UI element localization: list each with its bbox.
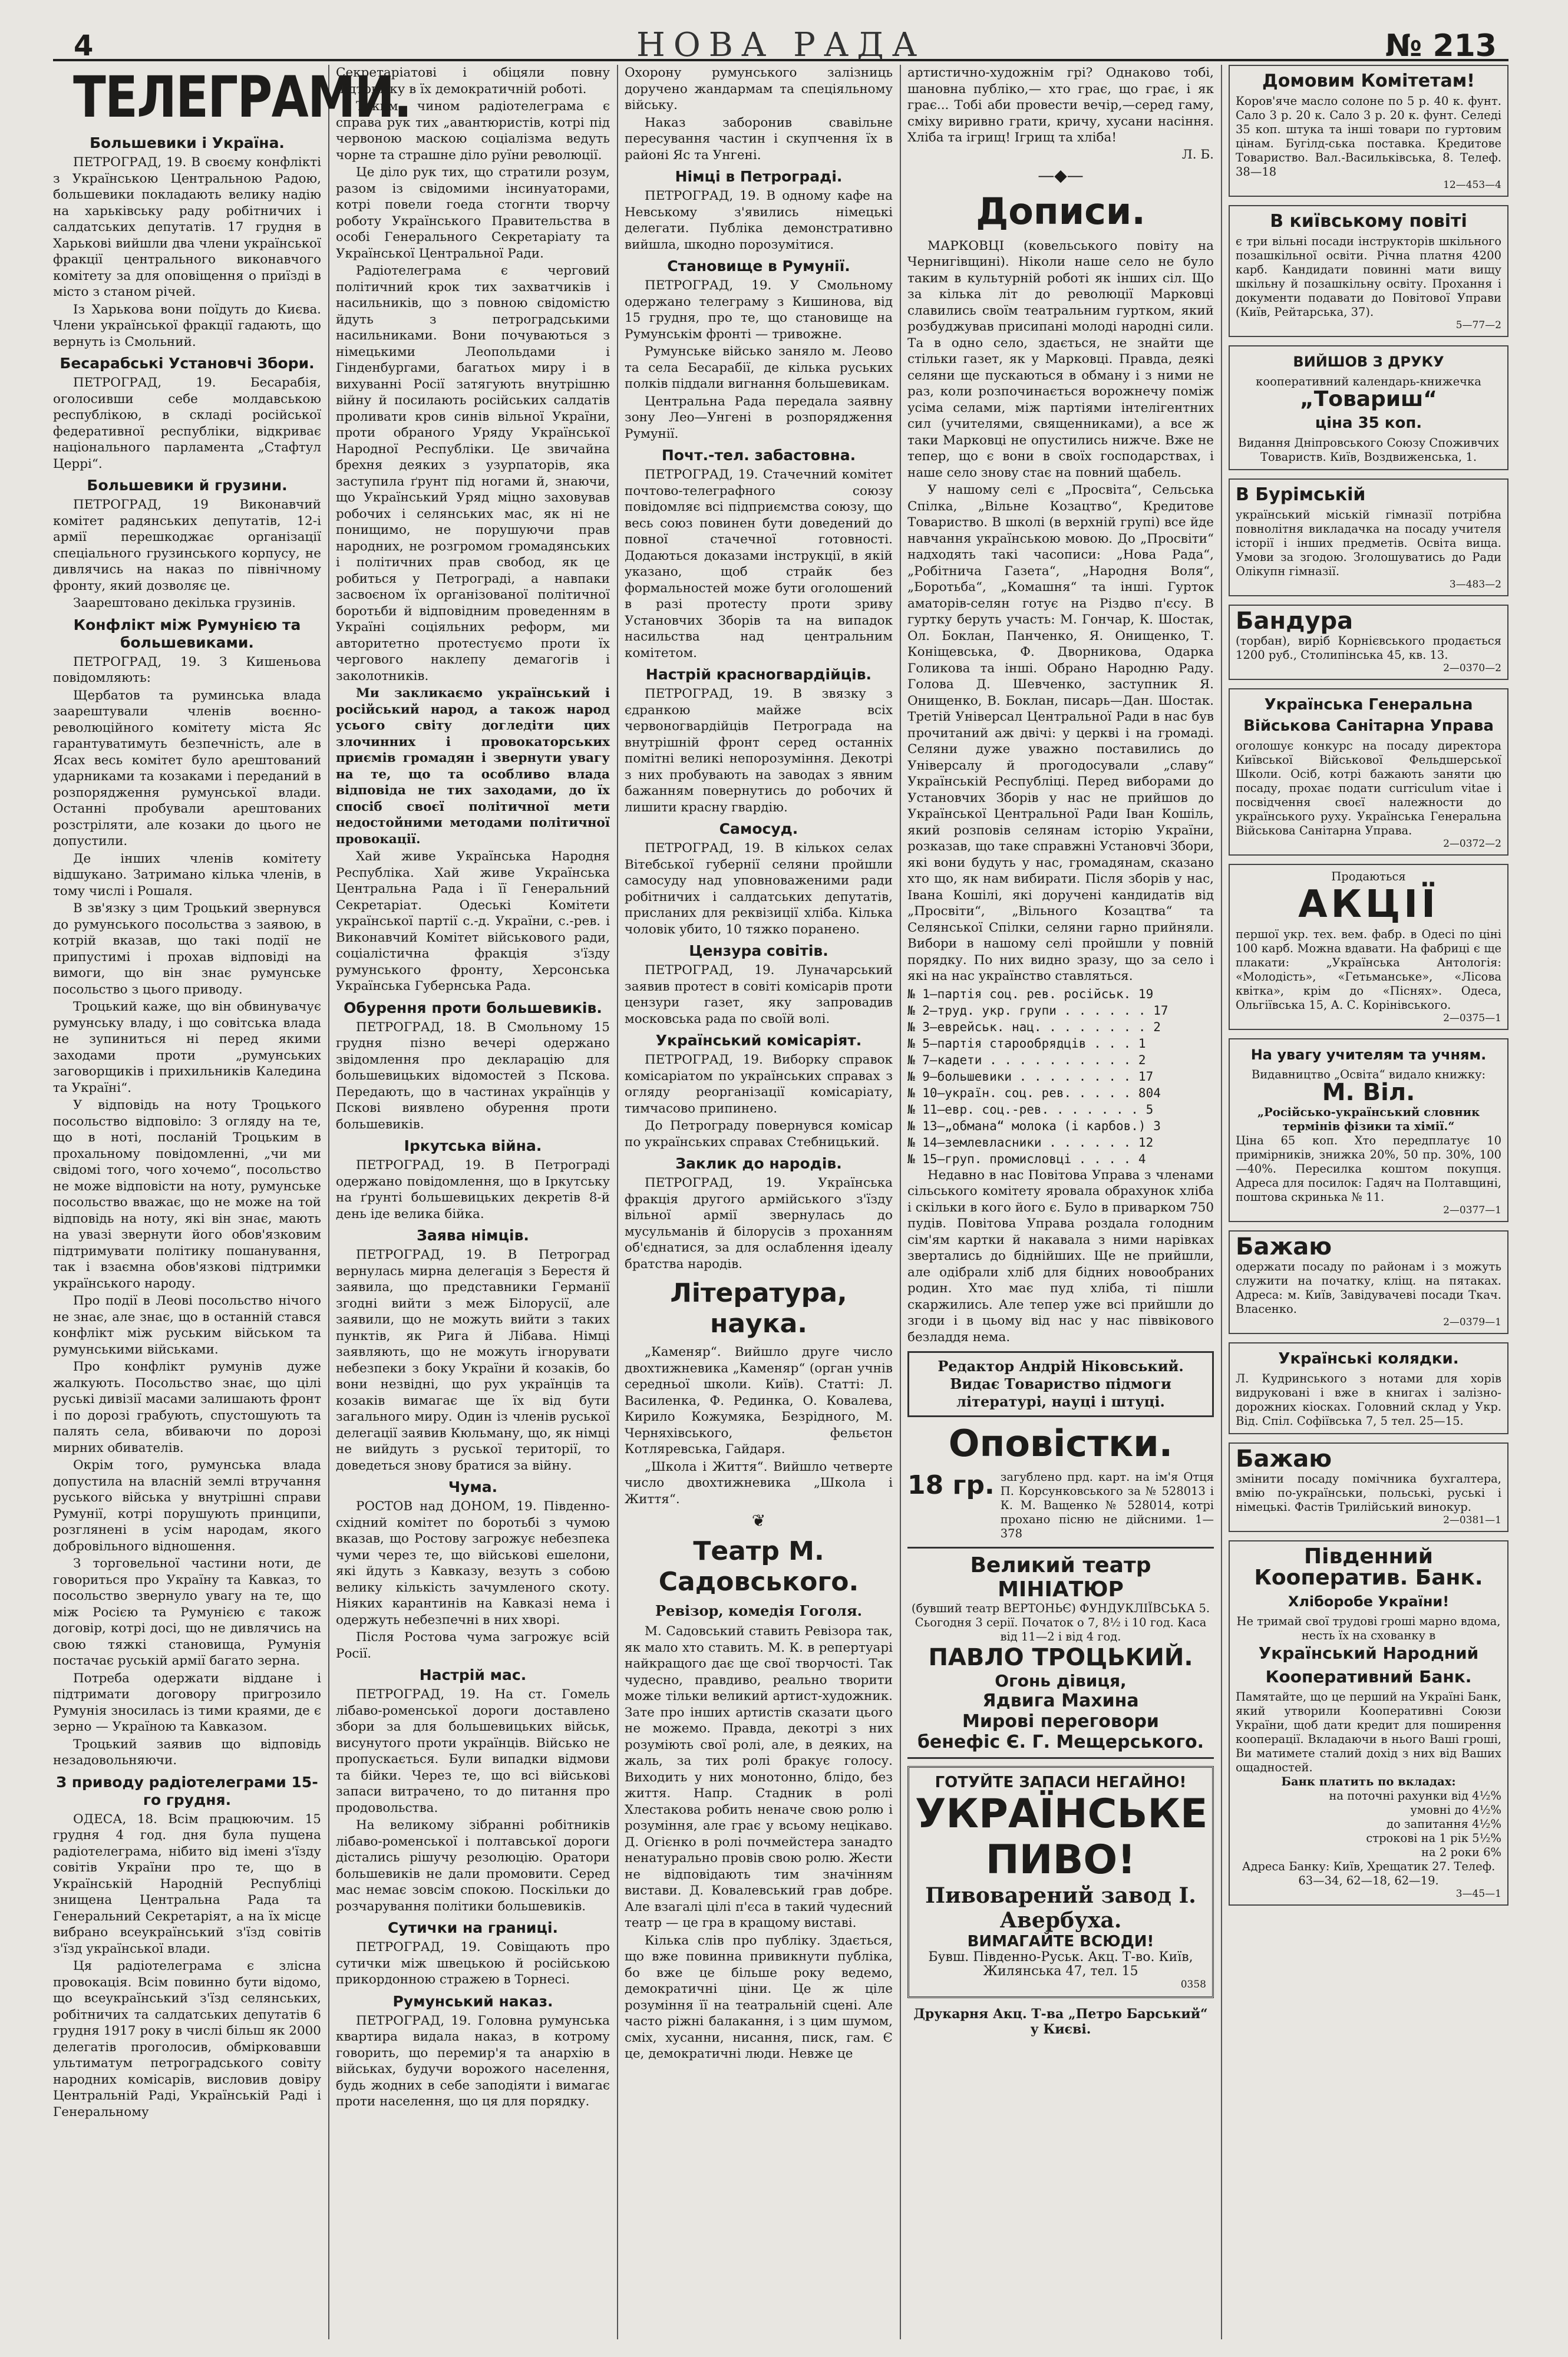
article-paragraph: МАРКОВЦІ (ковельського повіту на Чернигівщині). Ніколи наше село не було таким в культурній роботі як інших сіл. Що за кілька літ до революції Марковці славились своїм театральним гуртком, який розбуджував присипані молоді народні сили. Та в одно село, здається, не знайти ще стільки газет, як у Марковці. Правда, деякі селяни ще пускаються в обману і з ними не раз, коли розпочинається ворожнечу поміж усіма селами, між партіями інтелігентних сил (учителями, священниками), а все ж таки Марковці не опустились нижче. Вже не тепер, що є вони в своїх господарствах, і наше село знову стає на повний щабель.	[907, 238, 1214, 480]
article-paragraph: ПЕТРОГРАД, 19. Головна румунська квартира видала наказ, в котрому говорить, що перемир'я та анархію в військах, будучи ворожого населення, будь жодних в себе заподіяти і вимагає проти населення, що ця для порядку.	[336, 2013, 610, 2109]
ad-calendar	[1229, 345, 1508, 470]
interest-rate-row: строкові на 1 рік 5½%	[1366, 1831, 1501, 1845]
article-paragraph: ПЕТРОГРАД, 19. Стачечний комітет почтово-телеграфного союзу повідомляє всі підприємства союзу, що весь союз повинен бути доведений до повної стачечної готовності. Додаються доказами інструкції, в якій указано, щоб страйк без формальностей може бути оголошений в разі протесту проти зриву Установчих Зборів та на випадок насильства над центральним комітетом.	[625, 467, 893, 661]
ad-price: ціна 35 коп.	[1315, 414, 1422, 432]
theatre-schedule: Сьогодня 3 серії. Початок о 7, 8½ і 10 год. Каса від 11—2 і від 4 год.	[915, 1616, 1207, 1643]
ad-text: український міській гімназії потрібна повнолітня викладачка на посаду учителя історії і інших предметів. Освіта вища. Умови за згодою. Зголошуватись до Ради Олікупн гімназії.	[1236, 508, 1501, 578]
article-paragraph: ПЕТРОГРАД, 19. В одному кафе на Невському з'явились німецькі делегати. Публіка демонстративно вийшла, шкодно порозумітися.	[625, 189, 893, 252]
ad-heading: Домовим Комітетам!	[1262, 71, 1475, 91]
ornament-icon: ❦	[751, 1511, 766, 1530]
editor-box: Редактор Андрій Ніковський. Видає Товариство підмоги літературі, науці і штуці.	[907, 1351, 1214, 1417]
ad-heading: Південний Кооператив. Банк.	[1254, 1544, 1483, 1590]
article-paragraph: Хай живе Українська Народня Республіка. Хай живе Українська Центральна Рада і її Генеральний Секретаріат. Одеські Комітети української партії с.-д. України, с.-рев. і Виконавчий Комітет військового ради, соціалістична фракція з'їзду румунського фронту, Херсонська Українська Губернська Рада.	[336, 849, 610, 993]
theatre-title: Великий театр МІНІАТЮР	[970, 1553, 1151, 1602]
theatre-ad	[907, 1547, 1214, 1759]
headline: Цензура совітів.	[689, 942, 828, 959]
masthead	[53, 24, 1508, 64]
article-paragraph: До Петрограду повернувся комісар по українських справах Стебницький.	[625, 1118, 893, 1150]
ad-heading: В київському повіті	[1270, 211, 1467, 232]
election-result-row: № 9—большевики . . . . . . . . 17	[907, 1069, 1154, 1084]
ad-house-committees	[1229, 65, 1508, 197]
article-paragraph: ПЕТРОГРАД, 19. Виборку справок комісаріатом по українських справах з огляду реорганізації комісаріату, тимчасово припинено.	[625, 1052, 893, 1116]
election-results-list	[907, 986, 1214, 1167]
article-paragraph: Таким чином радіотелеграма є справа рук тих „авантюристів, котрі під червоною маскою соціалізма ведуть чорне та страшне діло руїни революції.	[336, 99, 610, 163]
article-paragraph: артистично-художнім грі? Однаково тобі, шановна публіко,— хто грає, що грає, і як грає... Тобі аби провести вечір,—серед гаму, сміху виривно грати, кричу, хусани насіння. Хліба та ігрищ! Ігрищ та хліба!	[907, 65, 1214, 145]
election-result-row: № 10—україн. соц. рев. . . . . 804	[907, 1085, 1161, 1100]
ad-code: 2—0379—1	[1443, 1316, 1501, 1328]
ad-heading: Бажаю	[1236, 1233, 1332, 1260]
headline: Український комісаріят.	[655, 1032, 862, 1049]
ad-code: 12—453—4	[1443, 179, 1501, 191]
headline: Настрій красногвардійців.	[645, 666, 872, 683]
headline: Становище в Румунії.	[667, 258, 850, 275]
beer-ad-top: ГОТУЙТЕ ЗАПАСИ НЕГАЙНО!	[935, 1774, 1187, 1791]
headline: Чума.	[448, 1478, 498, 1496]
ad-text: (торбан), виріб Корнієвського продається 1200 руб., Столипінська 45, кв. 13.	[1236, 634, 1501, 662]
column-divider	[617, 65, 618, 2339]
interest-rates-list	[1236, 1789, 1501, 1860]
ad-subheading: Хліборобе України!	[1288, 1593, 1450, 1610]
beer-ad-code: 0358	[1180, 1979, 1206, 1990]
article-paragraph: „Школа і Життя“. Вийшло четверте число двохтижневика „Школа і Життя“.	[625, 1459, 893, 1507]
article-paragraph: М. Садовський ставить Ревізора так, як мало хто ставить. М. К. в репертуарі найкращого дає ще свої творчості. Так чудесно, правдиво, реально творити може тільки великий артист-художник. Зате про інших артистів сказати цього не можемо. Правда, декотрі з них розуміють свої ролі, але, в деяких, на жаль, за тих ролі бракує голосу. Виходить у них монотонно, блідо, без життя. Напр. Стадник в ролі Хлестакова робить неначе свою ролю і розуміння, але грає у всьому нецікаво. Д. Огієнко в ролі почмейстера занадто ненатурально провів свою ролю. Жести не відповідають тим значінням вистави. Д. Ковалевський грав добре. Але взагалі цілі п'єса в такий чудесний театр — це гра в кращому виставі.	[625, 1624, 893, 1930]
section-title-theatre: Театр М. Садовського.	[658, 1536, 859, 1597]
column-1	[53, 64, 411, 2339]
ad-heading: На увагу учителям та учням.	[1250, 1047, 1487, 1063]
article-paragraph: Де інших членів комітету відшукано. Затримано кілька членів, в тому числі і Рошаля.	[53, 851, 321, 899]
election-result-row: № 3—еврейськ. нац. . . . . . . . 2	[907, 1019, 1161, 1034]
article-paragraph: У нашому селі є „Просвіта“, Сельська Спілка, „Вільне Козацтво“, Кредитове Товариство. В школі (в верхній групі) все йде навчання українською мовою. До „Просвіти“ надходять такі часописи: „Нова Рада“, „Робітнича Газета“, „Народня Воля“, „Боротьба“, „Комашня“ та інші. Гурток аматорів-селян готує на Різдво п'єсу. В гуртку беруть участь: М. Гончар, К. Шостак, Ол. Боклан, Панченко, Я. Онищенко, Т. Коніщевська, Ф. Дворникова, Одарка Голикова та інші. Обрано Народню Раду. Голова Д. Шевченко, заступник Я. Онищенко, В. Боклан, писарь—Дан. Шостак. Третій Універсал Центральної Ради в нас був прочитаний аж двічі: у церкві і на громаді. Селяни дуже уважно поставились до Універсалу й прогодосували „славу“ Українській Республіці. Перед виборами до Установчих Зборів у нас не прийшов до Української Центральної Ради Іван Кошіль, який розповів селянам історію України, розказав, що таке справжні Установчі Збори, які вони будуть у нас, громадянам, сказано хто що, як нам вибирати. Після зборів у нас, Івана Кошілі, які доручені кандидатів від „Просвіти“, „Вільного Козацтва“ та Селянської Спілки, селяни гарно прийняли. Вибори в нашому селі пройшли у повній порядку. По них видно зразу, що за село і які на нас українство ставляться.	[907, 483, 1214, 983]
article-paragraph: Окрім того, румунська влада допустила на власній землі втручання руського війська у внутрішні справи Румунії, котрі порушують принципи, розглянені в усім народам, якого добровільного відношення.	[53, 1458, 321, 1554]
interest-rate-row: умовні до 4½%	[1410, 1803, 1501, 1817]
ad-text: оголошує конкурс на посаду директора Київської Військової Фельдшерської Школи. Осіб, котрі бажають заняти цю посаду, прохає подати curriculum vitae і посвідчення своєї належности до українського руху. Українська Генеральна Військова Санітарна Управа.	[1236, 739, 1501, 837]
play-title: Мирові переговори	[962, 1711, 1159, 1732]
column-3	[625, 65, 893, 2339]
ad-text: Продаються	[1331, 870, 1406, 883]
article-paragraph: РОСТОВ над ДОНОМ, 19. Південно-східний комітет по боротьбі з чумою вказав, що Ростову загрожує небезпека чуми через те, що військові ешелони, які йдуть з Кавказу, везуть з собою велику кількість зачумленого скоту. Ніяких карантинів на Кавказі нема і одержуть небезпечні в них хворі.	[336, 1499, 610, 1628]
play-title: ПАВЛО ТРОЦЬКИЙ.	[928, 1644, 1193, 1671]
article-paragraph: Секретаріатові і обіцяли повну підтримку в їх демократичній роботі.	[336, 65, 610, 97]
ad-text: „Російсько-український словник термінів фізики та хімії.“	[1257, 1105, 1480, 1133]
election-result-row: № 7—кадети . . . . . . . . . . 2	[907, 1052, 1146, 1067]
ornament-icon: —◆—	[1038, 165, 1084, 185]
article-paragraph: ПЕТРОГРАД, 19. В своєму конфлікті з Українською Центральною Радою, большевики покладають велику надію на харьківську раду робітничих і салдатських депутатів. 17 грудня в Харькові вийшли два члени української фракції центрального виконавчого комітету за для оповіщення о приїзді в місто з станом річей.	[53, 155, 321, 299]
section-title-telegrams: ТЕЛЕГРАМИ.	[73, 64, 411, 130]
beer-ad	[907, 1766, 1214, 1998]
headline: Большевики й грузини.	[87, 477, 288, 494]
column-2	[336, 65, 610, 2339]
printer-credit: Друкарня Акц. Т-ва „Петро Барський“ у Києві.	[913, 2006, 1208, 2037]
ad-code: 5—77—2	[1455, 319, 1501, 331]
issue-number: № 213	[1385, 28, 1497, 64]
article-paragraph: Після Ростова чума загрожує всій Росії.	[336, 1630, 610, 1661]
ad-code: 2—0375—1	[1443, 1012, 1501, 1024]
election-result-row: № 11—евр. соц.-рев. . . . . . . 5	[907, 1102, 1154, 1117]
article-paragraph: Заарештовано декілька грузинів.	[73, 596, 296, 610]
headline: Настрій мас.	[419, 1666, 527, 1683]
ad-code: 3—483—2	[1449, 579, 1501, 590]
ad-address: Адреса Банку: Київ, Хрещатик 27. Телеф. 63—34, 62—18, 62—19.	[1242, 1860, 1496, 1887]
article-paragraph: Кілька слів про публіку. Здається, що вже повинна привикнути публіка, бо вже це більше року ведемо, демократичні ціни. Це ж ціле розуміння її на театральній сцені. Але часто ріжні балакання, і з цим шумом, сміх, хусанни, нисання, писк, гам. Є це, демократичні люди. Невже це	[625, 1933, 893, 2061]
ad-dictionary	[1229, 1038, 1508, 1222]
newspaper-title: НОВА РАДА	[636, 26, 926, 64]
play-title: Ядвига Махина	[982, 1691, 1139, 1711]
election-result-row: № 13—„обмана“ молока (і карбов.) 3	[907, 1118, 1161, 1133]
article-paragraph: В зв'язку з цим Троцький звернувся до румунського посольства з заявою, в котрій вказав, що такі події не припустимі і прохав відповіді на вимоги, що він знає румунське посольство з цього приводу.	[53, 901, 321, 997]
theatre-note: (бувший театр ВЕРТОНЬЄ) ФУНДУКЛІЇВСЬКА 5.	[911, 1602, 1210, 1615]
article-paragraph: ПЕТРОГРАД, 19. У Смольному одержано телеграму з Кишинова, від 15 грудня, про те, що становище на Румунськім фронті — тривожне.	[625, 278, 893, 342]
article-paragraph: ПЕТРОГРАД, 19 Виконавчий комітет радянських депутатів, 12-і армії перешкоджає організації спеціального грузинського корпусу, не дивлячись на наказ по північному фронту, який дозволяє це.	[53, 497, 321, 593]
ad-seeking-position	[1229, 1230, 1508, 1334]
article-paragraph: ПЕТРОГРАД, 19. В звязку з єдранкою майже всіх червоногвардійців Петрограда на внутрішній фронт серед останніх помітні великі непорозуміння. Декотрі з них пробувають на заводах з явним бажанням повернутись до робочих й лишити красну гвардію.	[625, 686, 893, 815]
masthead-rule	[53, 59, 1508, 61]
ad-heading: Українська Генеральна Військова Санітарна Управа	[1243, 696, 1494, 735]
article-paragraph: ПЕТРОГРАД, 19. В Петрограді одержано повідомлення, що в Іркутську на ґрунті большевицьких декретів 8-й день іде велика бійка.	[336, 1158, 610, 1222]
section-title-dispatches: Дописи.	[976, 189, 1146, 233]
article-paragraph: Ця радіотелеграма є злісна провокація. Всім повинно бути відомо, що всеукраїнський з'їзд селянських, робітничих та салдатських депутатів 6 грудня 1917 року в числі більш як 2000 делегатів проголосив, обмірковавши ультиматум петроградського совіту народних комісарів, висловив довіру Центральній Раді, Українській Раді і Генеральному	[53, 1959, 321, 2120]
notice-date: 18 гр.	[907, 1470, 995, 1500]
ad-text: Банк платить по вкладах:	[1281, 1775, 1456, 1788]
article-paragraph: На великому зібранні робітників лібаво-роменської і полтавської дороги дістались рішучу резолюцію. Оратори большевиків не дали промовити. Серед мас немає зовсім спокою. Поскільки до розчарування політики большевиків.	[336, 1818, 610, 1914]
article-paragraph: Це діло рук тих, що стратили розум, разом із свідомими інсинуаторами, котрі повели гоеда стогнти творчу роботу Українського Правительства в особі Генерального Секретаріату та Української Центральної Ради.	[336, 165, 610, 261]
article-paragraph: ПЕТРОГРАД, 19. Совіщають про сутички між швецькою й російською прикордонною стражею в Торнесі.	[336, 1940, 610, 1987]
ad-heading: Українські колядки.	[1278, 1350, 1459, 1368]
ad-gymnasium	[1229, 478, 1508, 596]
headline: Заява німців.	[417, 1227, 529, 1244]
headline: Самосуд.	[719, 820, 798, 837]
article-paragraph: Потреба одержати віддане і підтримати договору пригрозило Румунія зносилась із тими краями, де є зерно — Україною та Кавказом.	[53, 1671, 321, 1734]
article-paragraph: У відповідь на ноту Троцького посольство відповіло: З огляду на те, що в ноті, посланій Троцьким в прохальному повідомленні, „чи ми свідомі того, чого хочемо“, посольство не може відповісти на ноту, румунське посольство вважає, що не може на той відповідь на ноту, які він знає, мають на увазі звернути його обов'язковим підтримувати політику пошанування, так і взаємна обов'язкові підтримки українського народу.	[53, 1098, 321, 1291]
article-paragraph: Про конфлікт румунів дуже жалкують. Посольство знає, що цілі руські дивізії масами залишають фронт і по дорозі грабують, спустошують та палять села, вбиваючи по дорозі мирних обивателів.	[53, 1359, 321, 1455]
ad-code: 2—0377—1	[1443, 1204, 1501, 1216]
article-paragraph: Щербатов та руминська влада заарештували членів воєнно-революційного комітету міста Яс гарантуватимуть безпечність, але в Ясах весь комітет було арештований ударниками та козаками і переданий в розпорядження румунської влади. Останні пробували арештованих розстріляти, але козаки до цього не допустили.	[53, 688, 321, 849]
article-paragraph: ПЕТРОГРАД, 19. В Петроград вернулась мирна делегація з Берестя й заявила, що представники Германії згодні вийти з меж Білорусії, але заявили, що не можуть вийти з таких пунктів, як Рига й Лібава. Німці заявляють, що не можуть ігнорувати небезпеки з боку України й козаків, бо вони незвідні, що рух українців та козаків вимагає ще їх від бути загального миру. Один із членів руської делегації заявив Кюльману, що, як німці не вийдуть з руської території, то доведеться знову братися за війну.	[336, 1247, 610, 1473]
headline: Обурення проти большевиків.	[344, 999, 602, 1016]
ad-text: Видавництво „Освіта“ видало книжку:	[1251, 1068, 1486, 1081]
ad-bank-name: Український Народний	[1258, 1643, 1479, 1663]
beer-ad-demand: ВИМАГАЙТЕ ВСЮДИ!	[967, 1933, 1154, 1950]
column-5-advertisements	[1229, 65, 1508, 2339]
ad-bank-name: Кооперативний Банк.	[1265, 1667, 1472, 1686]
interest-rate-row: до запитання 4½%	[1387, 1817, 1501, 1831]
ad-carols	[1229, 1342, 1508, 1434]
article-paragraph: ПЕТРОГРАД, 19. Луначарський заявив протест в совіті комісарів проти цензури газет, яку запровадив московська рада по своїй волі.	[625, 963, 893, 1026]
signature: Л. Б.	[1181, 147, 1214, 162]
article-paragraph: Про події в Леові посольство нічого не знає, але знає, що в останній стався конфлікт між руським військом та румунськими військами.	[53, 1293, 321, 1357]
article-paragraph: ПЕТРОГРАД, 19. З Кишеньова повідомляють:	[53, 654, 321, 685]
ad-heading: В Бурімській	[1236, 484, 1366, 505]
article-paragraph: ПЕТРОГРАД, 18. В Смольному 15 грудня пізно вечері одержано звідомлення про декларацію для большевицьких відомостей з Пскова. Передають, що в частинах українців у Пскові виявлено обурення проти большевиків.	[336, 1019, 610, 1132]
column-divider	[1221, 65, 1222, 2339]
ad-kyiv-county	[1229, 205, 1508, 337]
article-paragraph: ПЕТРОГРАД, 19. Бесарабія, оголосивши себе молдавською республікою, в складі російської федеративної республіки, відкриває національного парламента „Стафтул Церрі“.	[53, 375, 321, 471]
ad-title: „Товариш“	[1300, 387, 1437, 411]
article-paragraph: Румунське військо заняло м. Леово та села Бесарабії, де кілька руських полків піддали вигнання большевикам.	[625, 344, 893, 391]
interest-rate-row: на 2 роки 6%	[1421, 1846, 1501, 1859]
ad-bandura	[1229, 605, 1508, 680]
ad-text: Памятайте, що це перший на Україні Банк, який утворили Кооперативні Союзи України, щоб дати кредит для поширення кооперації. Вкладаючи в нього Ваші гроші, Ви матимете сталий дохід з них від Ваших ощадностей.	[1236, 1690, 1501, 1774]
column-divider	[900, 65, 901, 2339]
article-paragraph: Недавно в нас Повітова Управа з членами сільського комітету яровала обрахунок хліба і скільки в кого його є. Було в приварком 750 пудів. Повітова Управа роздала голодним сім'ям картки й накавала з ними нарівках звертались до біднійших. Ще не прийшли, але одібрали хліб для бідних новообраних родин. Хто має пуд хліба, ті пішли скаржились. Але тепер уже всі прийшли до згоди і в цьому від нас у нас піввікового безладдя нема.	[907, 1167, 1214, 1345]
subheadline: Ревізор, комедія Гоголя.	[655, 1602, 862, 1619]
article-paragraph: Із Харькова вони поїдуть до Києва. Члени української фракції гадають, що вернуть із Смольний.	[53, 302, 321, 349]
ad-heading: ВИЙШОВ З ДРУКУ	[1293, 354, 1444, 370]
article-paragraph: Ми закликаємо український і російський народ, а також народ усього світу догледіти цих злочинних і провокаторських приємів громадян і звернути увагу на те, що та особливо влада відповіда не тих заходами, до їх спосіб своєї політичної мети недостойними методами політичної провокації.	[336, 686, 610, 847]
ad-text: Видання Дніпровського Союзу Споживчих Товариств. Київ, Воздвиженська, 1.	[1238, 436, 1499, 464]
article-paragraph: Радіотелеграма є черговий політичний крок тих захватчиків і насильників, що з повною свідомістю йдуть з петроградськими насильниками. Вони почуваються з німецькими Леопольдами і Гінденбургами, багатьох миру і в вихуванні Росії затягують внутрішню війну й посилають російських салдатів проливати кров синів вільної України, проти обраного Уряду Української Народної Республіки. Це звичайна брехня деяких з узурпаторів, яка заступила ґрунт під ногами й, знаючи, що Український Уряд міцно заховував робочих і селянських мас, як ні не понищимо, не порушуючи прав народних, не розгромом громадянських і політичних прав свобод, як це робиться у Петрограді, а навпаки засвоєном їх організованої політичної боротьби й відповідним проведенням в Україні соціяльних реформ, ми авторитетно протестуємо проти їх чергового наклепу демагогів і заколотників.	[336, 263, 610, 684]
beer-ad-brewery: Пивоварений завод І. Авербуха.	[925, 1883, 1196, 1933]
notice-text: загублено прд. карт. на ім'я Отця П. Корсунковського за № 528013 і К. М. Ващенко № 528014, котрі прохано пісню не дійсними. 1—378	[1000, 1470, 1214, 1540]
election-result-row: № 1—партія соц. рев. російськ. 19	[907, 986, 1154, 1001]
headline: Іркутська війна.	[404, 1137, 542, 1154]
ad-text: змінити посаду помічника бухгалтера, вмію по-українськи, польські, руські і німецькі. Фастів Трилійський винокур.	[1236, 1472, 1501, 1514]
election-result-row: № 5—партія старообрядців . . . 1	[907, 1036, 1146, 1051]
ad-code: 2—0370—2	[1443, 662, 1501, 674]
ad-code: 2—0372—2	[1443, 838, 1501, 850]
article-paragraph: „Каменяр“. Вийшло друге число двохтижневика „Каменяр“ (орган учнів середньої школи. Київ). Статті: Л. Василенка, Ф. Рединка, О. Ковалева, Кирило Кожумяка, Безрідного, М. Черняхівського, фельєтон Котляревська, Гайдаря.	[625, 1345, 893, 1457]
ad-heading: Бажаю	[1236, 1445, 1332, 1473]
ad-text: Не тримай свої трудові гроші марно вдома, несть їх на схованку в	[1236, 1615, 1501, 1642]
article-paragraph: Центральна Рада передала заявну зону Лео—Унгені в розпорядження Румунії.	[625, 394, 893, 441]
notice-lost-card	[907, 1470, 1214, 1541]
section-title-notices: Оповістки.	[948, 1422, 1173, 1465]
ad-cooperative-bank	[1229, 1540, 1508, 1906]
ad-sanitary-directorate	[1229, 688, 1508, 856]
ad-code: 2—0381—1	[1443, 1514, 1501, 1526]
section-title-literature: Література, наука.	[670, 1278, 847, 1339]
beer-ad-address: Бувш. Південно-Руськ. Акц. Т-во. Київ, Жилянська 47, тел. 15	[928, 1950, 1193, 1979]
headline: Німці в Петрограді.	[675, 168, 843, 185]
ad-text: кооперативний календарь-книжечка	[1256, 375, 1481, 388]
ad-heading: Бандура	[1236, 608, 1354, 635]
ad-text: є три вільні посади інструкторів шкільного позашкільної освіти. Річна платня 4200 карб. Кандидати повинні мати вищу шкільну й позашкільну освіту. Прохання і документи подавати до Повітової Управи (Київ, Рейтарська, 37).	[1236, 235, 1501, 319]
headline: Бесарабські Установчі Збори.	[60, 355, 315, 372]
article-paragraph: Троцький заявив що відповідь незадовольняючи.	[53, 1737, 321, 1768]
article-paragraph: ПЕТРОГРАД, 19. На ст. Гомель лібаво-роменської дороги доставлено збори за для большевицьких військ, висунутого проти українців. Військо не пропускається. Були випадки відмови та бійки. Через те, що всі військові запаси витрачено, то до питання про продовольства.	[336, 1687, 610, 1815]
ad-text: Коров'яче масло солоне по 5 р. 40 к. фунт. Сало 3 р. 20 к. Сало 3 р. 20 к. фунт. Селеді 35 коп. штука та інші товари по гуртовим цінам. Бугілд-ська поставка. Кредитове Товариство. Вал.-Васильківська, 8. Телеф. 38—18	[1236, 94, 1501, 179]
ad-code: 3—45—1	[1455, 1888, 1501, 1900]
article-paragraph: ОДЕСА, 18. Всім працюючим. 15 грудня 4 год. дня була пущена радіотелеграма, нібито від імені з'їзду совітів України про те, що в Українській Народній Республіці знищена Центральна Рада та Генеральний Секретаріят, а на їх місце вибрано всеукраїнський з'їзд совітів з'їзд української влади.	[53, 1811, 321, 1956]
article-paragraph: ПЕТРОГРАД, 19. Українська фракція другого армійського з'їзду вільної армії звернулась до мусульманів й білорусів з проханням об'єднатися, за для ослаблення ідеалу братства народів.	[625, 1176, 893, 1272]
benefit-line: бенефіс Є. Г. Мещерського.	[917, 1732, 1204, 1752]
headline: Конфлікт між Румунією та большевиками.	[73, 616, 301, 651]
play-title: Огонь дівиця,	[995, 1671, 1127, 1691]
ad-title: М. Віл.	[1322, 1079, 1415, 1106]
headline: Большевики і Україна.	[90, 134, 285, 151]
headline: Румунський наказ.	[392, 1992, 553, 2010]
election-result-row: № 15—груп. промисловці . . . . 4	[907, 1151, 1146, 1166]
headline: Почт.-тел. забастовна.	[661, 447, 856, 464]
ad-shares	[1229, 864, 1508, 1030]
election-result-row: № 14—землевласники . . . . . . 12	[907, 1135, 1154, 1150]
ad-text: Ціна 65 коп. Хто передплатує 10 примірників, знижка 20%, 50 пр. 30%, 100—40%. Пересилка коштом покупця. Адреса для посилок: Гадяч на Полтавщині, поштова скринька № 11.	[1236, 1134, 1501, 1204]
ad-text: першої укр. тех. вем. фабр. в Одесі по ціні 100 карб. Можна вдавати. На фабриці є ще плакати: „Українська Антологія: «Молодість», «Гетьманське», «Лісова квітка», крім до «Піснях». Одеса, Ольгіївська 15, А. С. Корінівського.	[1236, 927, 1501, 1012]
election-result-row: № 2—труд. укр. групи . . . . . . 17	[907, 1003, 1168, 1018]
interest-rate-row: на поточні рахунки від 4½%	[1329, 1789, 1501, 1803]
column-4	[907, 65, 1214, 2339]
article-paragraph: З торговельної частини ноти, де говориться про Україну та Кавказ, то посольство звернуло увагу на те, що між Росією та Румунією є також договір, котрі досі, що не дивлячись на свою тяжкі становища, Румунія постачає руській армії багато зерна.	[53, 1556, 321, 1668]
beer-ad-title: УКРАЇНСЬКЕ ПИВО!	[915, 1791, 1208, 1883]
ad-heading: АКЦІЇ	[1298, 883, 1439, 926]
article-paragraph: Троцький каже, що він обвинувачує румунську владу, і що совітська влада не зупиниться ні перед якими заходами проти „румунських заговорщиків і прихильників Каледина та Україні“.	[53, 999, 321, 1095]
ad-text: одержати посаду по районам і з можуть служити на початку, кліщ. на пятаках. Адреса: м. Київ, Завідувачеві посади Ткач. Власенко.	[1236, 1260, 1501, 1316]
page-number: 4	[74, 29, 94, 62]
headline: Заклик до народів.	[675, 1155, 842, 1172]
article-paragraph: ПЕТРОГРАД, 19. В кількох селах Вітебської губернії селяни пройшли самосуду над уповноваженими ради робітничих і салдатських депутатів, присланих для реквізиції хліба. Кілька чоловік убито, 10 тяжко поранено.	[625, 841, 893, 937]
column-divider	[328, 65, 329, 2339]
article-paragraph: Охорону румунського залізниць доручено жандармам та спеціяльному війську.	[625, 65, 893, 113]
article-paragraph: Наказ заборонив свавільне пересування частин і скупчення їх в районі Яс та Унгені.	[625, 115, 893, 163]
headline: З приводу радіотелеграми 15-го грудня.	[56, 1773, 318, 1808]
ad-text: Л. Кудринського з нотами для хорів видруковані і вже в книгах і залізно-дорожних кіосках. Головний склад у Укр. Від. Спіл. Софіївська 7, 5 тел. 25—15.	[1236, 1372, 1501, 1428]
headline: Сутички на границі.	[387, 1919, 559, 1936]
ad-seeking-position-2	[1229, 1442, 1508, 1532]
